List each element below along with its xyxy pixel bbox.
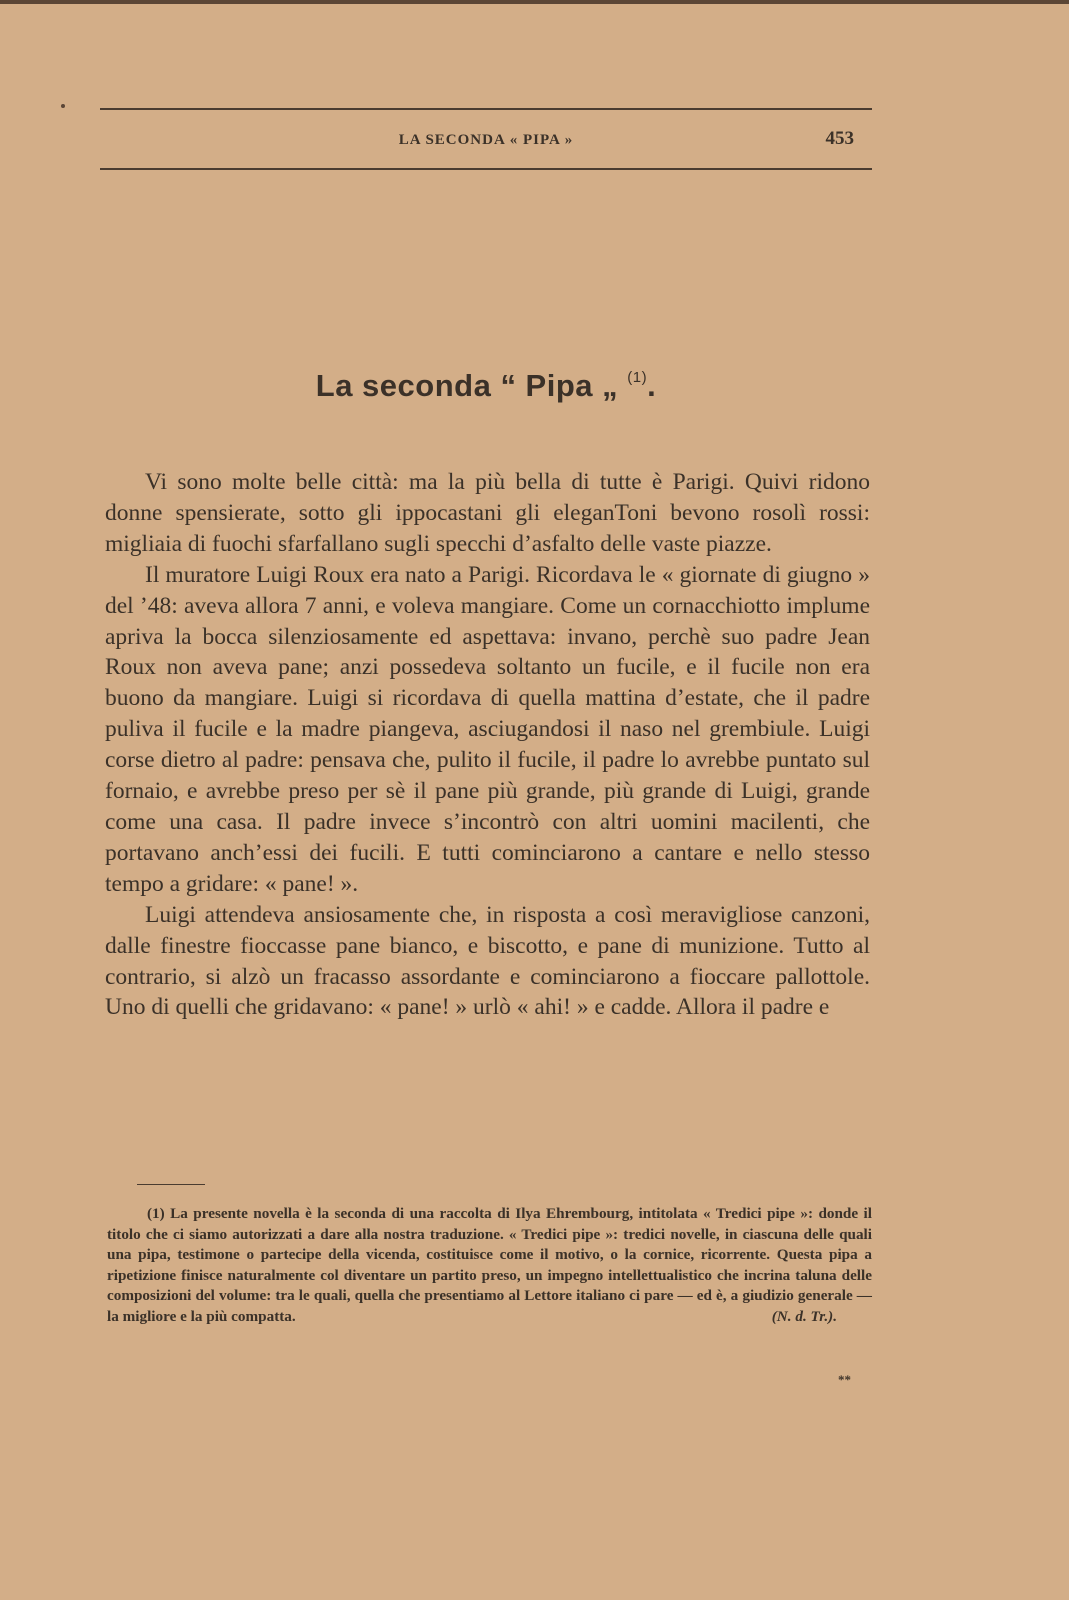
page-number: 453 <box>825 128 854 149</box>
page-top-edge <box>0 0 1069 4</box>
footnote-text <box>107 1204 872 1328</box>
translator-note: (N. d. Tr.). <box>771 1307 837 1325</box>
footnote-body: (1) La presente novella è la seconda di una raccolta di Ilya Ehrembourg, intitolata « Tredici pipe »: donde il titolo che ci siamo autorizzati a dare alla nostra traduzione. « Tredici pipe »: tredici novelle, in ciascuna delle quali una pipa, testimone o partecipe della vicenda, costituisce come il motivo, o la cornice, ricorrente. Questa pipa a ripetizione finisce naturalmente col diventare un partito preso, un impegno intellettualistico che incrina taluna delle composizioni del volume: tra le quali, quella che presentiamo al Lettore italiano ci pare — ed è, a giudizio generale — la migliore e la più compatta. <box>107 1205 872 1325</box>
footnote-divider <box>137 1184 205 1185</box>
story-title-text: La seconda “ Pipa „ <box>315 368 619 403</box>
footnote-reference: (1) <box>627 369 648 386</box>
margin-speck <box>61 104 65 108</box>
signature-mark: ** <box>838 1372 851 1387</box>
story-body <box>105 467 870 1023</box>
paragraph: Vi sono molte belle città: ma la più bella di tutte è Parigi. Quivi ridono donne spensierate, sotto gli ippocastani gli eleganToni bevono rosolì rossi: migliaia di fuochi sfarfallano sugli specchi d’asfalto delle vaste piazze. <box>105 469 870 557</box>
story-title-period: . <box>647 368 657 403</box>
paragraph: Il muratore Luigi Roux era nato a Parigi. Ricordava le « giornate di giugno » del ’48: aveva allora 7 anni, e voleva mangiare. Come un cornacchiotto implume apriva la bocca silenziosamente ed aspettava: invano, perchè suo padre Jean Roux non aveva pane; anzi possedeva soltanto un fucile, e il fucile non era buono da mangiare. Luigi si ricordava di quella mattina d’estate, che il padre puliva il fucile e la madre piangeva, asciugandosi il naso nel grembiule. Luigi corse dietro al padre: pensava che, pulito il fucile, il padre lo avrebbe puntato sul fornaio, e avrebbe preso per sè il pane più grande, più grande di Luigi, grande come una casa. Il padre invece s’incontrò con altri uomini macilenti, che portavano anch’essi dei fucili. E tutti cominciarono a cantare e nello stesso tempo a gridare: « pane! ». <box>105 561 870 897</box>
story-title <box>100 368 872 404</box>
footnote <box>107 1204 872 1328</box>
paragraph: Luigi attendeva ansiosamente che, in risposta a così meravigliose canzoni, dalle finestre fioccasse pane bianco, e biscotto, e pane di munizione. Tutto al contrario, si alzò un fracasso assordante e cominciarono a fioccare pallottole. Uno di quelli che gridavano: « pane! » urlò « ahi! » e cadde. Allora il padre e <box>105 901 870 1021</box>
page-header <box>100 108 872 170</box>
running-title: LA SECONDA « PIPA » <box>398 132 574 148</box>
